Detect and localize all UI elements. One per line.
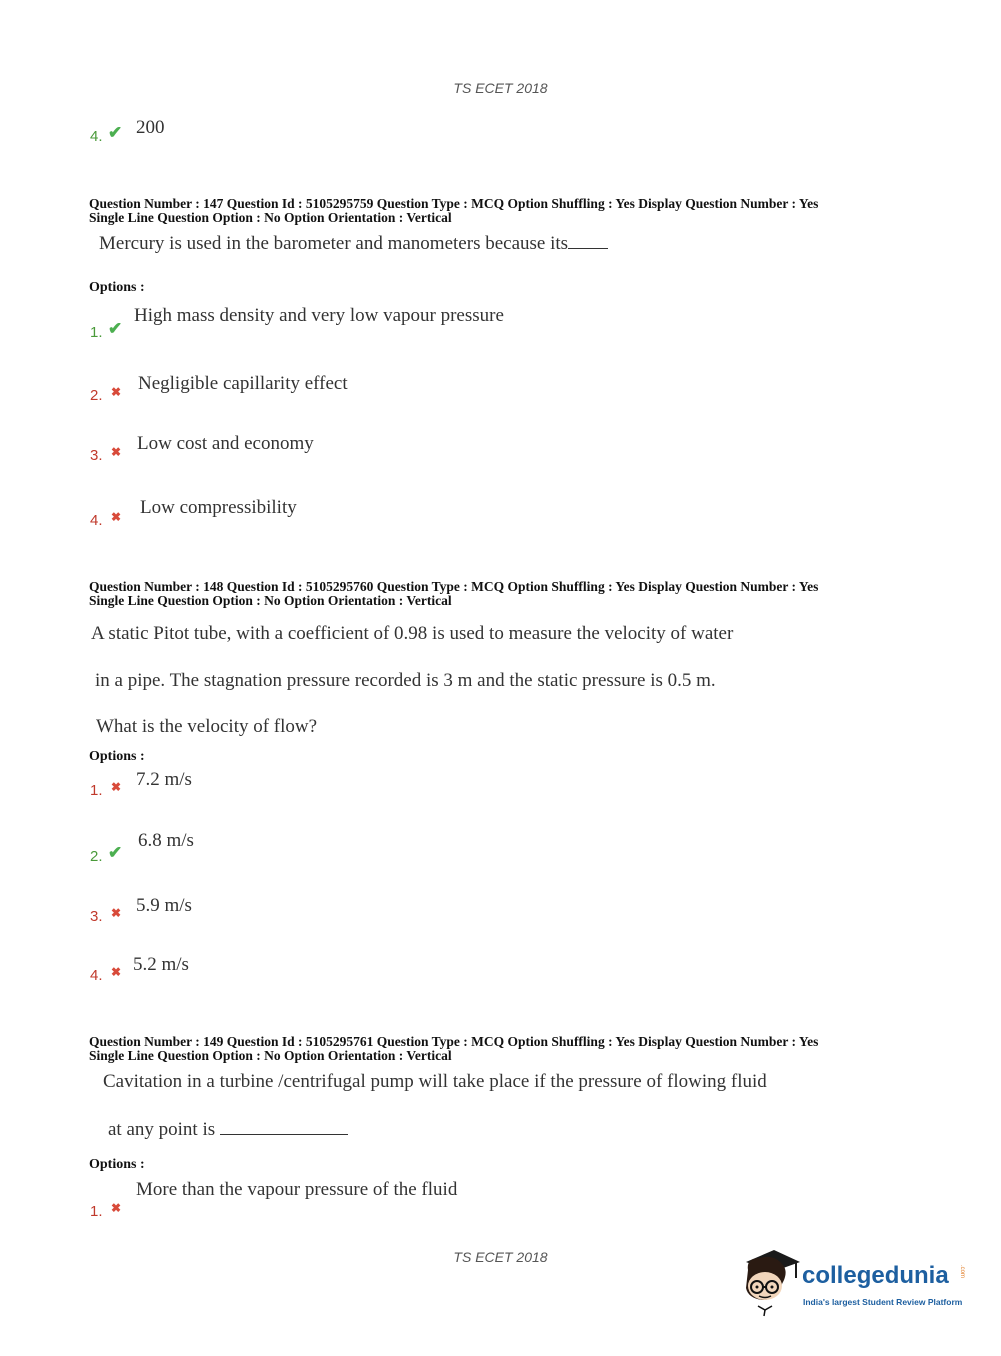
options-label: Options :: [89, 1157, 145, 1172]
question-meta: Single Line Question Option : No Option Orientation : Vertical: [89, 1048, 452, 1063]
question-meta: Single Line Question Option : No Option Orientation : Vertical: [89, 593, 452, 608]
option-text: 7.2 m/s: [136, 769, 192, 790]
answer-blank: [220, 1134, 348, 1135]
question-text: in a pipe. The stagnation pressure recorded is 3 m and the static pressure is 0.5 m.: [95, 670, 716, 691]
question-meta: Question Number : 149 Question Id : 5105295761 Question Type : MCQ Option Shuffling : Yes Display Question Number : Yes: [89, 1034, 819, 1049]
check-icon: ✔: [108, 319, 123, 338]
option-number: 1.: [90, 782, 103, 799]
option-text: Negligible capillarity effect: [138, 373, 348, 394]
option-number: 1.: [90, 1203, 103, 1220]
running-footer: TS ECET 2018: [453, 1249, 548, 1265]
option-number: 4.: [90, 967, 103, 984]
option-number: 2.: [90, 848, 103, 865]
cross-icon: ✖: [111, 1201, 122, 1215]
question-text: Cavitation in a turbine /centrifugal pump will take place if the pressure of flowing fluid: [103, 1071, 767, 1092]
mascot-icon: [740, 1248, 802, 1318]
check-icon: ✔: [108, 123, 123, 142]
question-text: Mercury is used in the barometer and manometers because its: [99, 233, 608, 255]
question-text: What is the velocity of flow?: [96, 716, 318, 737]
option-text: High mass density and very low vapour pressure: [134, 305, 504, 326]
option-text: 6.8 m/s: [138, 830, 194, 851]
option-number: 4.: [90, 512, 103, 529]
answer-blank: [568, 248, 608, 249]
options-label: Options :: [89, 749, 145, 764]
cross-icon: ✖: [111, 385, 122, 399]
option-text: 5.2 m/s: [133, 954, 189, 975]
cross-icon: ✖: [111, 510, 122, 524]
running-header: TS ECET 2018: [453, 80, 548, 96]
option-text: 200: [136, 117, 165, 138]
cross-icon: ✖: [111, 906, 122, 920]
option-number: 3.: [90, 447, 103, 464]
option-number: 2.: [90, 387, 103, 404]
cross-icon: ✖: [111, 445, 122, 459]
question-meta: Single Line Question Option : No Option Orientation : Vertical: [89, 210, 452, 225]
option-number: 1.: [90, 324, 103, 341]
option-text: More than the vapour pressure of the fluid: [136, 1179, 458, 1200]
question-text: A static Pitot tube, with a coefficient of 0.98 is used to measure the velocity of water: [91, 623, 734, 644]
cross-icon: ✖: [111, 965, 122, 979]
question-meta: Question Number : 147 Question Id : 5105295759 Question Type : MCQ Option Shuffling : Yes Display Question Number : Yes: [89, 196, 819, 211]
option-text: Low cost and economy: [137, 433, 314, 454]
options-label: Options :: [89, 280, 145, 295]
check-icon: ✔: [108, 843, 123, 862]
option-number: 4.: [90, 128, 103, 145]
logo-suffix: .com: [959, 1265, 965, 1279]
option-number: 3.: [90, 908, 103, 925]
logo-wordmark: collegedunia: [802, 1262, 949, 1289]
option-text: 5.9 m/s: [136, 895, 192, 916]
question-text: at any point is: [108, 1119, 348, 1141]
question-meta: Question Number : 148 Question Id : 5105295760 Question Type : MCQ Option Shuffling : Yes Display Question Number : Yes: [89, 579, 819, 594]
option-text: Low compressibility: [140, 497, 297, 518]
collegedunia-logo: [740, 1248, 970, 1320]
cross-icon: ✖: [111, 780, 122, 794]
logo-tagline: India's largest Student Review Platform: [803, 1297, 963, 1307]
